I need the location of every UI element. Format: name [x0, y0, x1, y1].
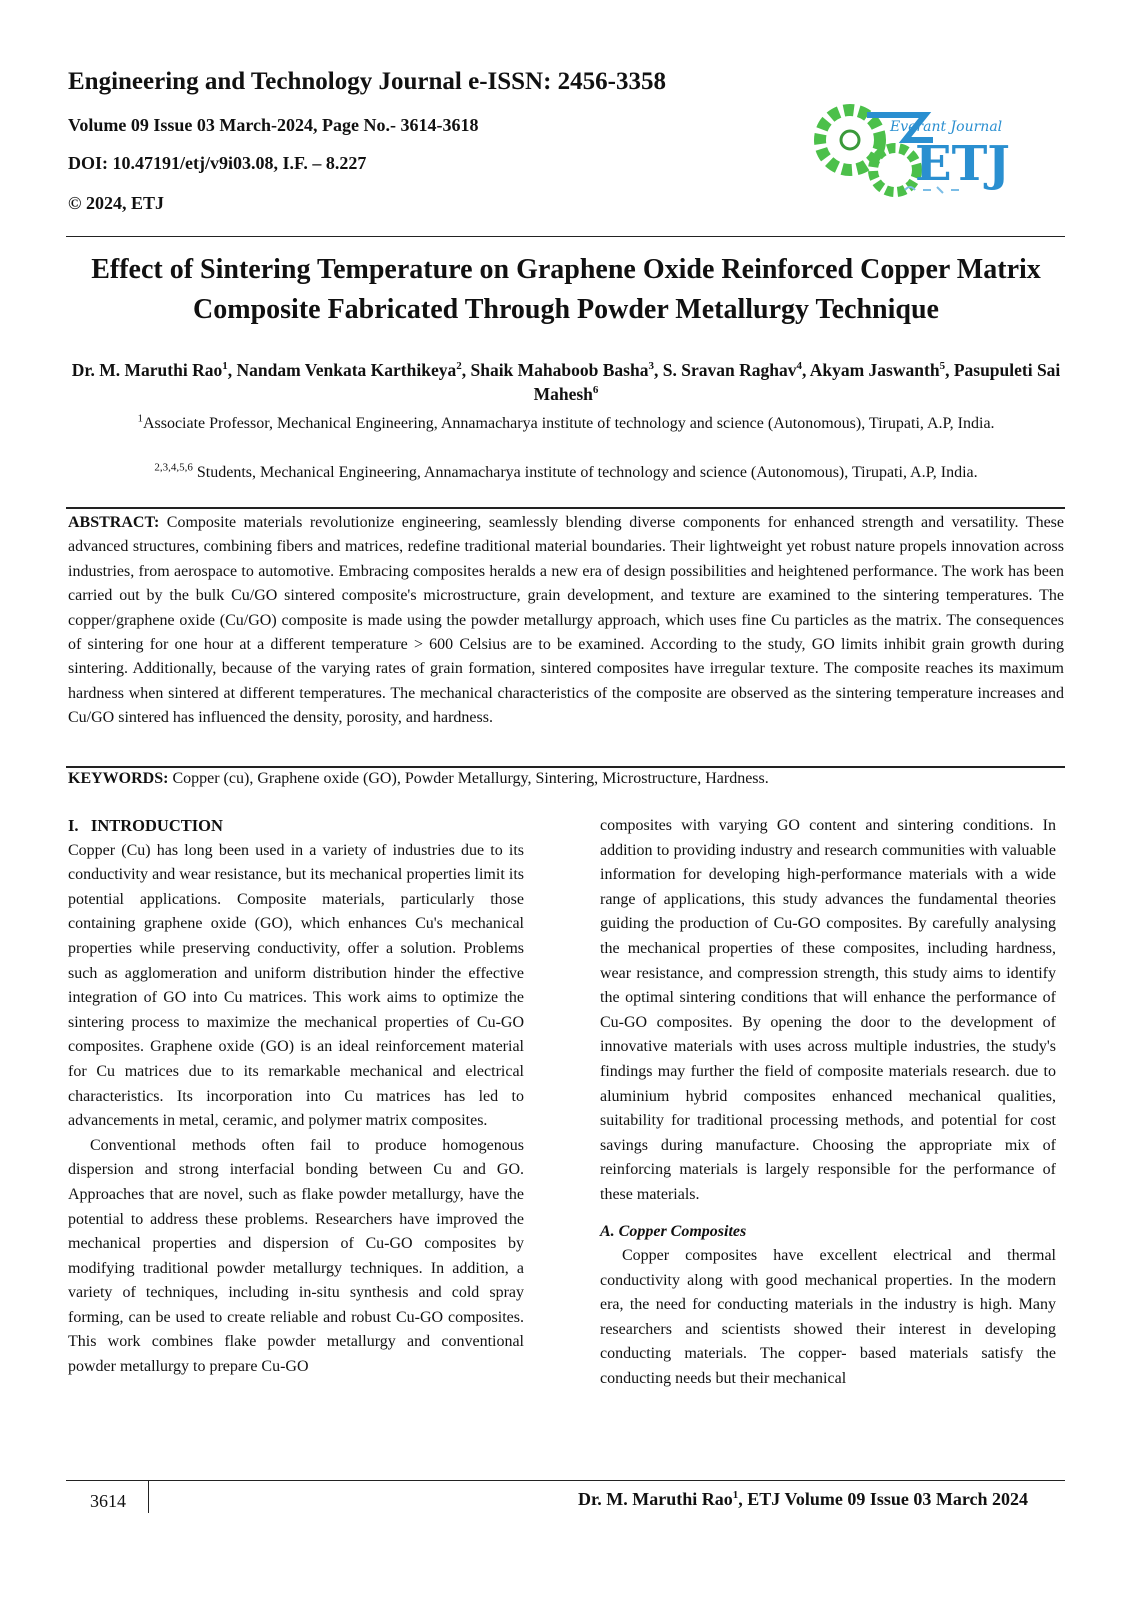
header-rule	[66, 236, 1065, 237]
subsection-heading-copper-composites: A. Copper Composites	[600, 1222, 747, 1240]
doi-line: DOI: 10.47191/etj/v9i03.08, I.F. – 8.227	[68, 153, 367, 173]
abstract-top-rule	[66, 507, 1065, 509]
keywords: KEYWORDS: Copper (cu), Graphene oxide (GO), Powder Metallurgy, Sintering, Microstructure, Hardness.	[68, 770, 769, 787]
section-heading-introduction: I. INTRODUCTION	[68, 816, 223, 835]
abstract-label: ABSTRACT:	[68, 514, 160, 531]
volume-line: Volume 09 Issue 03 March-2024, Page No.- 3614-3618	[68, 115, 479, 135]
abstract: ABSTRACT: Composite materials revolutionize engineering, seamlessly blending diverse components for enhanced strength and versatility. These advanced structures, combining fibers and matrices, redefine traditional material boundaries. Their lightweight yet robust nature propels innovation across industries, from aerospace to automotive. Embracing composites heralds a new era of design possibilities and heightened performance. The work has been carried out by the bulk Cu/GO sintered composite's microstructure, grain development, and texture are examined to the sintering temperatures. The copper/graphene oxide (Cu/GO) composite is made using the powder metallurgy approach, which uses fine Cu particles as the matrix. The consequences of sintering for one hour at a different temperature > 600 Celsius are to be examined. According to the study, GO limits inhibit grain growth during sintering. Additionally, because of the varying rates of grain formation, sintered composites have irregular texture. The composite reaches its maximum hardness when sintered at different temperatures. The mechanical characteristics of the composite are observed as the sintering temperature increases and Cu/GO sintered has influenced the density, porosity, and hardness.	[68, 514, 1064, 727]
copper-composites-paragraph: Copper composites have excellent electrical and thermal conductivity along with good mechanical properties. In the modern era, the need for conducting materials in the industry is high. Many researchers and scientists showed their interest in developing conducting materials. The copper- based materials satisfy the conducting needs but their mechanical	[600, 1247, 1056, 1388]
right-column	[600, 814, 1056, 1392]
svg-text:Everant Journal: Everant Journal	[890, 119, 1003, 135]
journal-logo	[805, 95, 1020, 205]
author-list: Dr. M. Maruthi Rao$^1$, Nandam Venkata Karthikeya$^2$, Shaik Mahaboob Basha$^3$, S. Sravan Raghav$^4$, Akyam Jaswanth$^5$, Pasupuleti Sai Mahesh$^6$	[71, 360, 1061, 404]
copyright-line: © 2024, ETJ	[68, 193, 164, 213]
intro-paragraph-2: Conventional methods often fail to produce homogenous dispersion and strong interfacial bonding between Cu and GO. Approaches that are novel, such as flake powder metallurgy, have the potential to address these problems. Researchers have improved the mechanical properties and dispersion of Cu-GO composites by modifying traditional powder metallurgy techniques. In addition, a variety of techniques, including in-situ synthesis and cold spray forming, can be used to create reliable and robust Cu-GO composites. This work combines flake powder metallurgy and conventional powder metallurgy to prepare Cu-GO	[68, 1136, 524, 1376]
intro-paragraph-3: composites with varying GO content and sintering conditions. In addition to providing industry and research communities with valuable information for developing high-performance materials with a wide range of applications, this study advances the fundamental theories guiding the production of Cu-GO composites. By carefully analysing the mechanical properties of these composites, including hardness, wear resistance, and compression strength, this study aims to identify the optimal sintering conditions that will enhance the performance of Cu-GO composites. By opening the door to the development of innovative materials with uses across multiple industries, the study's findings may further the field of composite materials research. due to aluminium hybrid composites enhanced mechanical qualities, suitability for traditional processing methods, and potential for cost savings during manufacture. Choosing the appropriate mix of reinforcing materials is largely responsible for the performance of these materials.	[600, 817, 1056, 1203]
keywords-label: KEYWORDS:	[68, 770, 169, 787]
abstract-bottom-rule	[66, 766, 1065, 768]
intro-paragraph-1: Copper (Cu) has long been used in a variety of industries due to its conductivity and wear resistance, but its mechanical properties limit its potential applications. Composite materials, particularly those containing graphene oxide (GO), which enhances Cu's mechanical properties while preserving conductivity, offer a solution. Problems such as agglomeration and uniform distribution hinder the effective integration of GO into Cu matrices. This work aims to optimize the sintering process to maximize the mechanical properties of Cu-GO composites. Graphene oxide (GO) is an ideal reinforcement material for Cu matrices due to its remarkable mechanical and electrical characteristics. Its incorporation into Cu matrices has led to advancements in metal, ceramic, and polymer matrix composites.	[68, 841, 524, 1130]
affiliation-1: $^1$Associate Professor, Mechanical Engineering, Annamacharya institute of technology and science (Autonomous), Tirupati, A.P, India.	[137, 412, 995, 432]
journal-title: Engineering and Technology Journal e-ISSN: 2456-3358	[68, 68, 667, 95]
logo-mark: ETJ	[915, 136, 1011, 192]
footer-divider	[148, 1481, 149, 1513]
left-column	[68, 814, 524, 1380]
footer-citation: Dr. M. Maruthi Rao$^1$, ETJ Volume 09 Issue 03 March 2024	[577, 1489, 1028, 1509]
footer-rule	[66, 1480, 1065, 1481]
page-number: 3614	[90, 1491, 126, 1511]
paper-title: Effect of Sintering Temperature on Graphene Oxide Reinforced Copper Matrix Composite Fabricated Through Powder Metallurgy Technique	[91, 254, 1041, 325]
affiliation-2: $^{2,3,4,5,6}$ Students, Mechanical Engineering, Annamacharya institute of technology and science (Autonomous), Tirupati, A.P, India.	[154, 461, 978, 481]
